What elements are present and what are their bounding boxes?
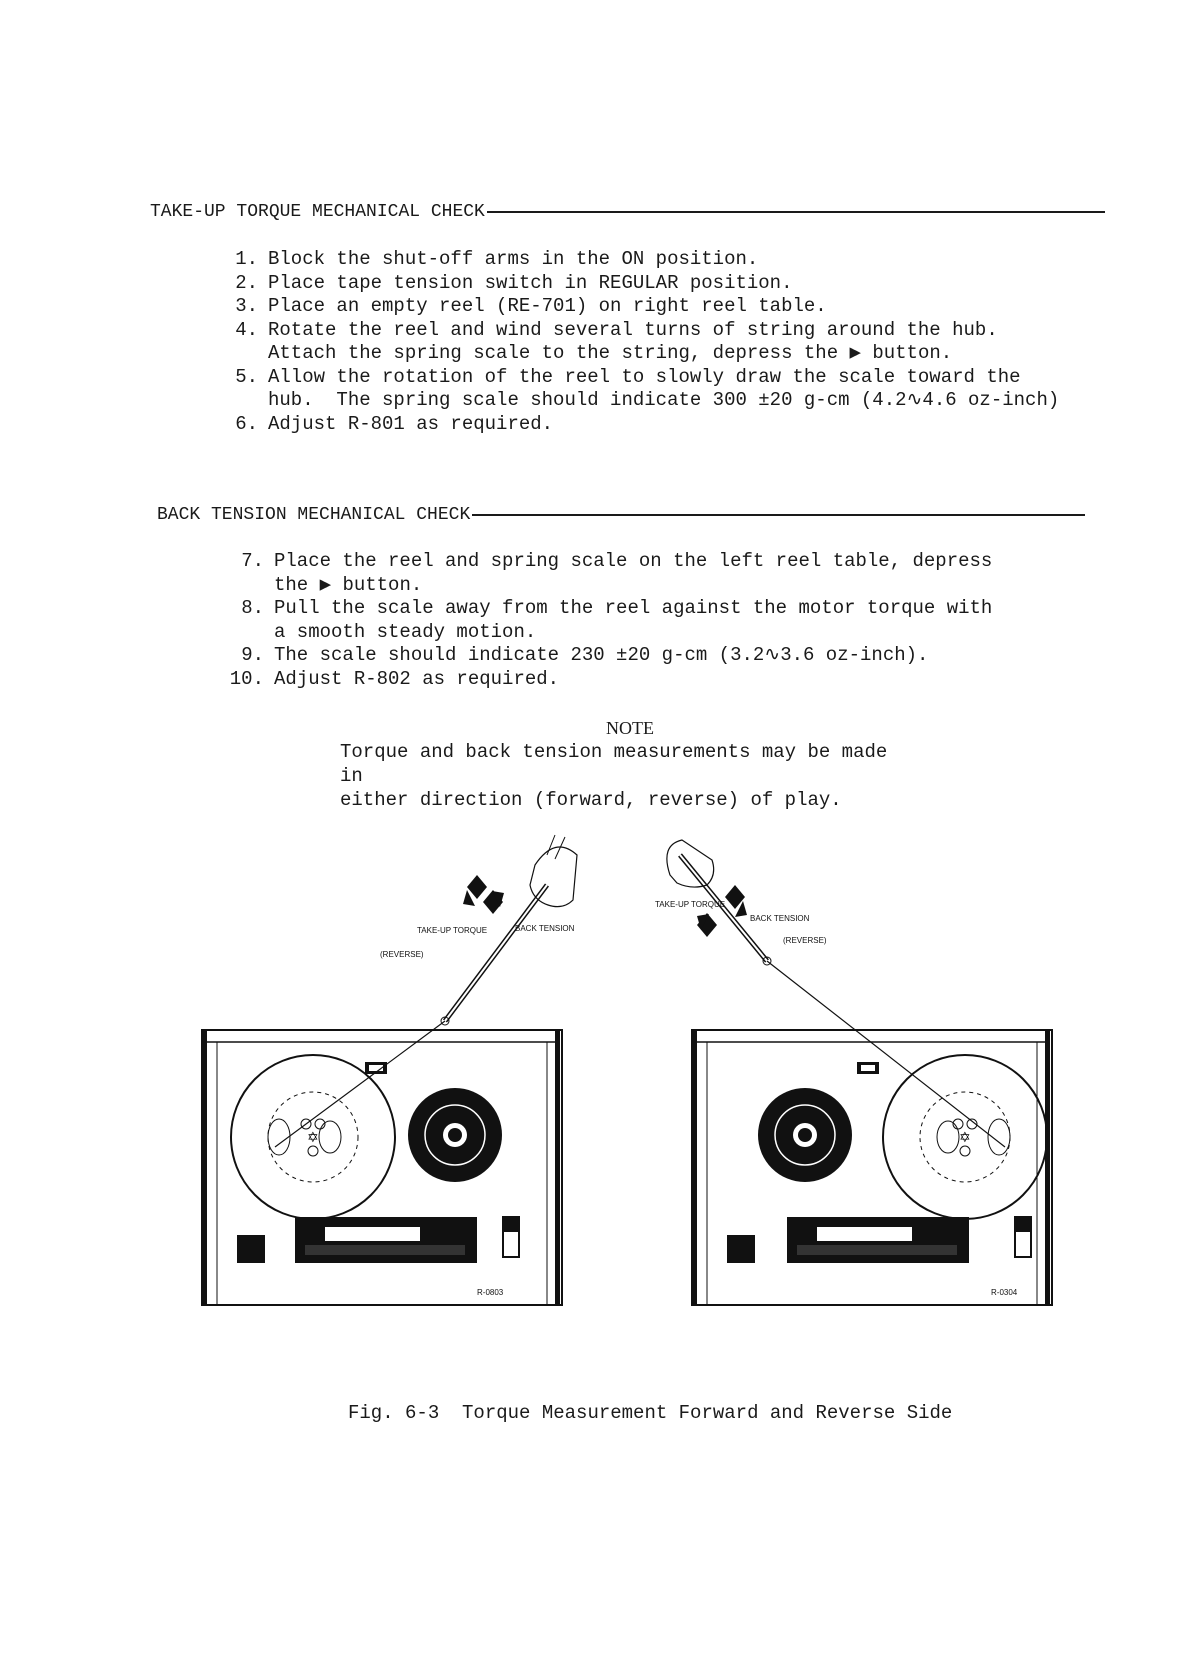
step-text: hub. The spring scale should indicate 300 ±20 g-cm (4.2∿4.6 oz-inch) <box>268 389 1060 411</box>
step-number: 10. <box>229 667 264 690</box>
step-line <box>222 366 1059 390</box>
section-heading-back-tension <box>157 505 1085 525</box>
svg-text:✡: ✡ <box>307 1130 319 1146</box>
step-number: 6. <box>235 412 258 435</box>
step-line <box>222 295 1059 319</box>
right-reel-icon <box>883 1055 1047 1219</box>
step-line <box>228 621 992 645</box>
step-text: Block the shut-off arms in the ON position. <box>268 248 759 270</box>
figure-caption: Fig. 6-3 Torque Measurement Forward and Reverse Side <box>348 1402 953 1424</box>
figure-reverse-side <box>655 835 1065 1310</box>
step-line <box>228 597 992 621</box>
step-text: Place the reel and spring scale on the left reel table, depress <box>274 550 993 572</box>
note-line: Torque and back tension measurements may be made in <box>340 741 888 787</box>
note-title: NOTE <box>606 718 654 738</box>
step-text: Allow the rotation of the reel to slowly draw the scale toward the <box>268 365 1021 388</box>
step-number <box>222 389 268 413</box>
step-number <box>228 574 274 598</box>
back-tension-label: BACK TENSION <box>515 924 575 933</box>
step-line <box>222 342 1059 366</box>
step-number: 8. <box>241 597 264 619</box>
step-number: 3. <box>235 295 258 317</box>
note-line: either direction (forward, reverse) of play. <box>340 789 842 811</box>
direction-label: (REVERSE) <box>783 936 827 945</box>
back-tension-steps <box>228 550 992 691</box>
step-text: Rotate the reel and wind several turns of string around the hub. <box>268 318 998 341</box>
direction-label: (REVERSE) <box>380 950 424 959</box>
take-up-torque-label: TAKE-UP TORQUE <box>655 900 726 909</box>
heading-rule <box>487 211 1105 213</box>
step-text: a smooth steady motion. <box>274 620 537 643</box>
step-number <box>222 342 268 366</box>
left-reel-icon <box>758 1088 852 1182</box>
note-block <box>340 716 920 812</box>
step-text: Adjust R-801 as required. <box>268 412 554 435</box>
section-title: BACK TENSION MECHANICAL CHECK <box>157 505 471 525</box>
section-title: TAKE-UP TORQUE MECHANICAL CHECK <box>150 202 485 222</box>
back-tension-label: BACK TENSION <box>750 914 810 923</box>
step-line <box>222 272 1059 296</box>
figure-code: R-0304 <box>991 1288 1018 1297</box>
take-up-torque-label: TAKE-UP TORQUE <box>417 926 488 935</box>
step-line <box>228 574 992 598</box>
step-text: the ▶ button. <box>274 573 423 596</box>
step-text: Place tape tension switch in REGULAR position. <box>268 271 793 294</box>
step-text: Adjust R-802 as required. <box>274 667 560 690</box>
step-number: 9. <box>241 644 264 666</box>
heading-rule <box>472 514 1085 516</box>
step-text: The scale should indicate 230 ±20 g-cm (3.2∿3.6 oz-inch). <box>274 644 929 666</box>
step-number: 2. <box>235 271 258 294</box>
take-up-steps <box>222 248 1059 436</box>
step-line <box>222 413 1059 437</box>
step-line <box>222 319 1059 343</box>
section-heading-take-up <box>150 202 1105 222</box>
step-number: 1. <box>235 248 258 270</box>
step-number <box>228 621 274 645</box>
step-number: 4. <box>235 318 258 341</box>
left-reel-icon <box>231 1055 395 1219</box>
step-number: 5. <box>235 365 258 388</box>
step-line <box>228 550 992 574</box>
step-line <box>222 389 1059 413</box>
step-number: 7. <box>241 550 264 572</box>
step-text: Place an empty reel (RE-701) on right reel table. <box>268 295 827 317</box>
figure-forward-side <box>195 835 575 1310</box>
step-line <box>222 248 1059 272</box>
figure-code: R-0803 <box>477 1288 504 1297</box>
step-text: Attach the spring scale to the string, depress the ▶ button. <box>268 342 953 364</box>
svg-text:✡: ✡ <box>959 1130 971 1146</box>
step-line <box>228 668 992 692</box>
step-line <box>228 644 992 668</box>
step-text: Pull the scale away from the reel against the motor torque with <box>274 597 993 619</box>
right-reel-icon <box>408 1088 502 1182</box>
